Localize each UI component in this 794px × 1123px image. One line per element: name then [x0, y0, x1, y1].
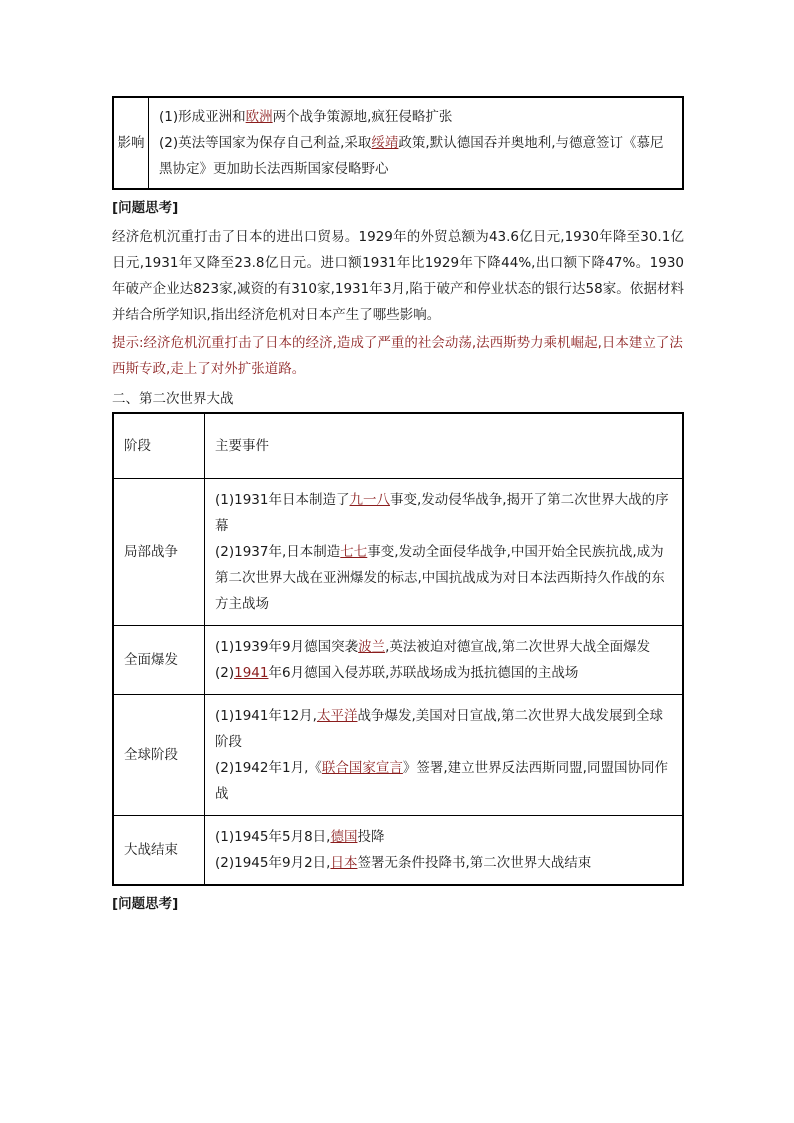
table-header-row: [113, 413, 683, 479]
table-row: [113, 479, 683, 626]
text-segment: 两个战争策源地,疯狂侵略扩张: [272, 109, 453, 125]
event-item: [215, 487, 672, 539]
text-segment: 事变,发动侵华战争,揭开了第二次世界大战的序幕: [215, 492, 669, 534]
text-segment: (1)1939年9月德国突袭: [215, 639, 359, 655]
event-item: [215, 703, 672, 755]
event-item: [215, 850, 672, 876]
events-cell: [205, 479, 684, 626]
text-segment: 政策,默认德国吞并奥地利,与德意签订《慕尼黑协定》更加助长法西斯国家侵略野心: [159, 135, 664, 177]
underlined-answer: 太平洋: [316, 708, 358, 724]
stage-cell: 全球阶段: [113, 695, 205, 816]
impact-item: [159, 130, 672, 182]
text-segment: 》签署,建立世界反法西斯同盟,同盟国协同作战: [215, 760, 668, 802]
text-segment: 签署无条件投降书,第二次世界大战结束: [357, 855, 592, 871]
question-heading: [问题思考]: [112, 200, 179, 216]
text-segment: (1)1941年12月,: [215, 708, 317, 724]
underlined-answer: 七七: [340, 544, 368, 560]
underlined-answer: 波兰: [358, 639, 386, 655]
underlined-answer: 九一八: [349, 492, 390, 508]
underlined-answer: 日本: [330, 855, 358, 871]
text-segment: (2)1942年1月,《: [215, 760, 322, 776]
text-segment: (1)形成亚洲和: [159, 109, 246, 125]
table-row: [113, 97, 683, 189]
stage-cell: 全面爆发: [113, 626, 205, 695]
event-item: [215, 824, 672, 850]
text-segment: (2)1945年9月2日,: [215, 855, 331, 871]
impact-item: [159, 104, 672, 130]
text-segment: 投降: [357, 829, 385, 845]
events-cell: [205, 816, 684, 886]
impact-content: [149, 97, 684, 189]
text-segment: 年6月德国入侵苏联,苏联战场成为抵抗德国的主战场: [268, 665, 579, 681]
text-segment: (2): [215, 665, 235, 681]
events-cell: [205, 626, 684, 695]
events-cell: [205, 695, 684, 816]
table-row: [113, 626, 683, 695]
underlined-answer: 1941: [234, 665, 269, 681]
table-row: [113, 816, 683, 886]
impact-label: 影响: [113, 97, 149, 189]
wwii-table: [112, 412, 684, 886]
hint-text: 提示:经济危机沉重打击了日本的经济,造成了严重的社会动荡,法西斯势力乘机崛起,日本建立了法西斯专政,走上了对外扩张道路。: [112, 335, 683, 377]
underlined-answer: 绥靖: [371, 135, 399, 151]
stage-cell: 大战结束: [113, 816, 205, 886]
text-segment: (1)1945年5月8日,: [215, 829, 331, 845]
stage-cell: 局部战争: [113, 479, 205, 626]
text-segment: (2)1937年,日本制造: [215, 544, 341, 560]
event-item: [215, 634, 672, 660]
document-page: [112, 96, 684, 916]
section-title: 二、第二次世界大战: [112, 391, 234, 407]
underlined-answer: 德国: [330, 829, 358, 845]
text-segment: (1)1931年日本制造了: [215, 492, 350, 508]
text-segment: 事变,发动全面侵华战争,中国开始全民族抗战,成为第二次世界大战在亚洲爆发的标志,中国抗战成为对日本法西斯持久作战的东方主战场: [215, 544, 665, 612]
event-item: [215, 660, 672, 686]
text-segment: (2)英法等国家为保存自己利益,采取: [159, 135, 372, 151]
table-row: [113, 695, 683, 816]
question-body: 经济危机沉重打击了日本的进出口贸易。1929年的外贸总额为43.6亿日元,1930年降至30.1亿日元,1931年又降至23.8亿日元。进口额1931年比1929年下降44%,出口额下降47%。1930年破产企业达823家,减资的有310家,1931年3月,陷于破产和停业状态的银行达58家。依据材料并结合所学知识,指出经济危机对日本产生了哪些影响。: [112, 229, 684, 323]
underlined-answer: 联合国家宣言: [321, 760, 403, 776]
event-item: [215, 755, 672, 807]
question-heading: [问题思考]: [112, 896, 179, 912]
text-segment: 战争爆发,美国对日宣战,第二次世界大战发展到全球阶段: [215, 708, 664, 750]
impact-table: [112, 96, 684, 190]
event-item: [215, 539, 672, 617]
header-events: 主要事件: [205, 413, 684, 479]
header-stage: 阶段: [113, 413, 205, 479]
text-segment: ,英法被迫对德宣战,第二次世界大战全面爆发: [385, 639, 651, 655]
underlined-answer: 欧洲: [245, 109, 273, 125]
